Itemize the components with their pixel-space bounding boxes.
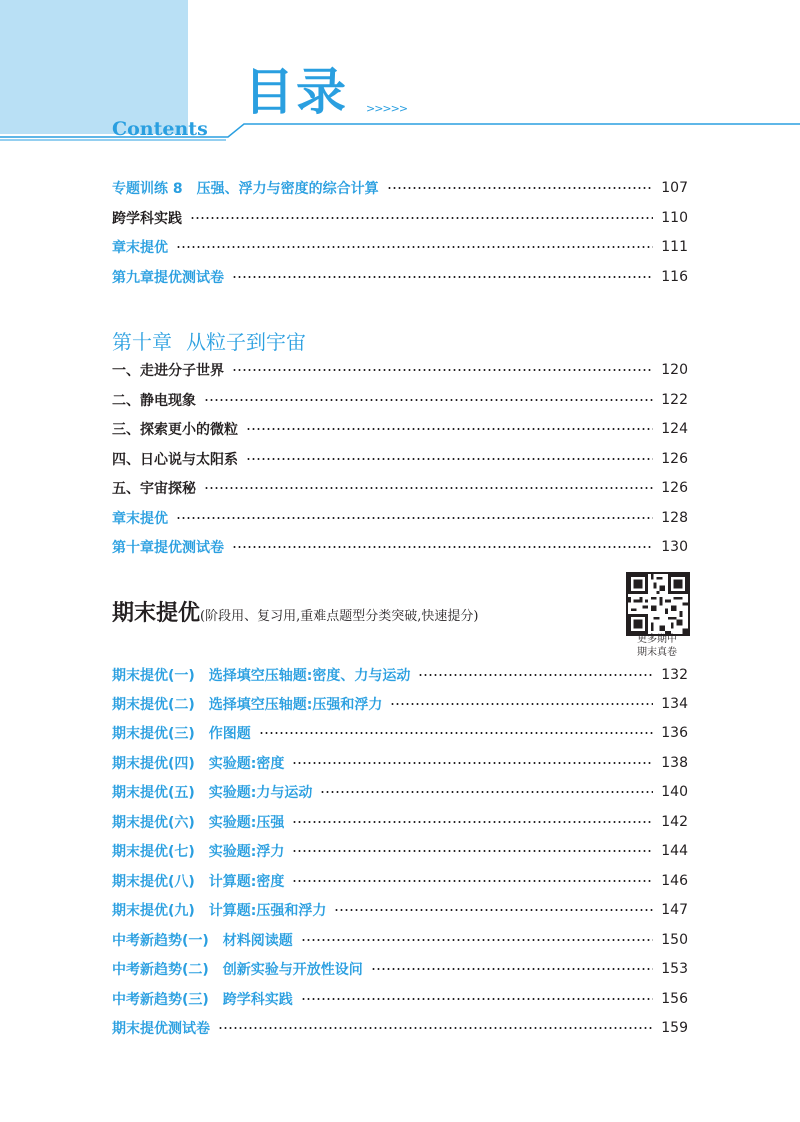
page-number: 156 <box>661 991 688 1007</box>
page-number: 136 <box>661 725 688 741</box>
dot-leader <box>176 246 653 248</box>
entry-prefix: 期末提优(九) <box>112 903 195 919</box>
page-number: 138 <box>661 755 688 771</box>
toc-entry[interactable] <box>112 811 688 833</box>
entry-prefix: 期末提优(三) <box>112 726 195 742</box>
entry-label: 作图题 <box>208 726 251 742</box>
page-number: 128 <box>661 510 688 526</box>
contents-label: Contents <box>112 118 208 140</box>
toc-entry[interactable] <box>112 389 688 411</box>
entry-label: 压强、浮力与密度的综合计算 <box>196 181 379 197</box>
toc-entry[interactable] <box>112 722 688 744</box>
toc-entry[interactable] <box>112 781 688 803</box>
page-number: 126 <box>661 451 688 467</box>
page-number: 130 <box>661 539 688 555</box>
page-number: 153 <box>661 961 688 977</box>
page-number: 147 <box>661 902 688 918</box>
toc-entry[interactable] <box>112 870 688 892</box>
dot-leader <box>190 217 653 219</box>
entry-label: 实验题:压强 <box>208 815 285 831</box>
entry-label: 三、探索更小的微粒 <box>112 422 238 438</box>
page-number: 150 <box>661 932 688 948</box>
chapter-heading <box>112 326 306 355</box>
dot-leader <box>176 517 653 519</box>
dot-leader <box>204 487 653 489</box>
final-review-title: 期末提优 <box>112 600 201 626</box>
entry-prefix: 中考新趋势(一) <box>112 933 209 949</box>
toc-entry[interactable] <box>112 359 688 381</box>
dot-leader <box>418 674 653 676</box>
dot-leader <box>204 399 653 401</box>
dot-leader <box>259 732 653 734</box>
entry-label: 跨学科实践 <box>112 211 182 227</box>
dot-leader <box>292 821 653 823</box>
toc-entry[interactable] <box>112 536 688 558</box>
entry-label: 四、日心说与太阳系 <box>112 452 238 468</box>
dot-leader <box>371 968 653 970</box>
entry-label: 材料阅读题 <box>222 933 293 949</box>
entry-prefix: 期末提优(二) <box>112 697 195 713</box>
page-number: 132 <box>661 667 688 683</box>
entry-label: 五、宇宙探秘 <box>112 481 196 497</box>
entry-prefix: 期末提优(七) <box>112 844 195 860</box>
dot-leader <box>218 1027 653 1029</box>
dot-leader <box>320 791 653 793</box>
toc-entry[interactable] <box>112 1017 688 1039</box>
page-number: 124 <box>661 421 688 437</box>
entry-label: 实验题:密度 <box>208 756 285 772</box>
toc-entry[interactable] <box>112 236 688 258</box>
toc-entry[interactable] <box>112 507 688 529</box>
page-number: 122 <box>661 392 688 408</box>
dot-leader <box>390 703 653 705</box>
toc-entry[interactable] <box>112 207 688 229</box>
header-background <box>0 0 188 134</box>
entry-prefix: 中考新趋势(二) <box>112 962 209 978</box>
entry-label: 实验题:力与运动 <box>208 785 313 801</box>
entry-label: 选择填空压轴题:压强和浮力 <box>208 697 383 713</box>
entry-prefix: 中考新趋势(三) <box>112 992 209 1008</box>
dot-leader <box>232 546 653 548</box>
dot-leader <box>232 276 653 278</box>
toc-entry[interactable] <box>112 448 688 470</box>
entry-prefix: 专题训练 8 <box>112 181 183 197</box>
page-number: 146 <box>661 873 688 889</box>
toc-entry[interactable] <box>112 177 688 199</box>
entry-label: 期末提优测试卷 <box>112 1021 210 1037</box>
entry-label: 二、静电现象 <box>112 393 196 409</box>
toc-entry[interactable] <box>112 664 688 686</box>
page-number: 116 <box>661 269 688 285</box>
entry-prefix: 期末提优(一) <box>112 668 195 684</box>
page-number: 126 <box>661 480 688 496</box>
entry-label: 章末提优 <box>112 240 168 256</box>
title-arrows: >>>>> <box>366 102 408 115</box>
entry-label: 选择填空压轴题:密度、力与运动 <box>208 668 411 684</box>
dot-leader <box>301 998 653 1000</box>
dot-leader <box>232 369 653 371</box>
qr-caption <box>624 633 690 659</box>
entry-label: 章末提优 <box>112 511 168 527</box>
dot-leader <box>246 428 653 430</box>
dot-leader <box>292 850 653 852</box>
toc-entry[interactable] <box>112 988 688 1010</box>
dot-leader <box>301 939 653 941</box>
page-number: 142 <box>661 814 688 830</box>
qr-caption-line2: 期末真卷 <box>637 647 677 658</box>
entry-label: 第九章提优测试卷 <box>112 270 224 286</box>
entry-label: 创新实验与开放性设问 <box>222 962 363 978</box>
entry-label: 计算题:压强和浮力 <box>208 903 327 919</box>
final-review-heading <box>112 596 478 627</box>
qr-code[interactable] <box>626 572 690 636</box>
toc-entry[interactable] <box>112 693 688 715</box>
toc-entry[interactable] <box>112 958 688 980</box>
entry-label: 计算题:密度 <box>208 874 285 890</box>
dot-leader <box>387 187 654 189</box>
page-number: 134 <box>661 696 688 712</box>
page-number: 111 <box>661 239 688 255</box>
entry-label: 第十章提优测试卷 <box>112 540 224 556</box>
entry-prefix: 期末提优(五) <box>112 785 195 801</box>
entry-label: 跨学科实践 <box>222 992 293 1008</box>
entry-label: 实验题:浮力 <box>208 844 285 860</box>
toc-entry[interactable] <box>112 418 688 440</box>
entry-prefix: 期末提优(六) <box>112 815 195 831</box>
qr-caption-line1: 更多期中 <box>637 634 677 645</box>
page-number: 120 <box>661 362 688 378</box>
page-number: 140 <box>661 784 688 800</box>
toc-entry[interactable] <box>112 899 688 921</box>
dot-leader <box>292 880 653 882</box>
toc-entry[interactable] <box>112 929 688 951</box>
page-number: 110 <box>661 210 688 226</box>
page-title: 目录 <box>244 63 348 121</box>
toc-entry[interactable] <box>112 752 688 774</box>
entry-label: 一、走进分子世界 <box>112 363 224 379</box>
toc-entry[interactable] <box>112 266 688 288</box>
chapter-subtitle: 从粒子到宇宙 <box>186 330 306 354</box>
toc-entry[interactable] <box>112 840 688 862</box>
dot-leader <box>334 909 653 911</box>
dot-leader <box>246 458 653 460</box>
chapter-number: 第十章 <box>112 330 172 354</box>
dot-leader <box>292 762 653 764</box>
page-number: 107 <box>661 180 688 196</box>
page-number: 159 <box>661 1020 688 1036</box>
toc-entry[interactable] <box>112 477 688 499</box>
entry-prefix: 期末提优(四) <box>112 756 195 772</box>
entry-prefix: 期末提优(八) <box>112 874 195 890</box>
page-number: 144 <box>661 843 688 859</box>
final-review-subtitle: (阶段用、复习用,重难点题型分类突破,快速提分) <box>200 609 479 624</box>
